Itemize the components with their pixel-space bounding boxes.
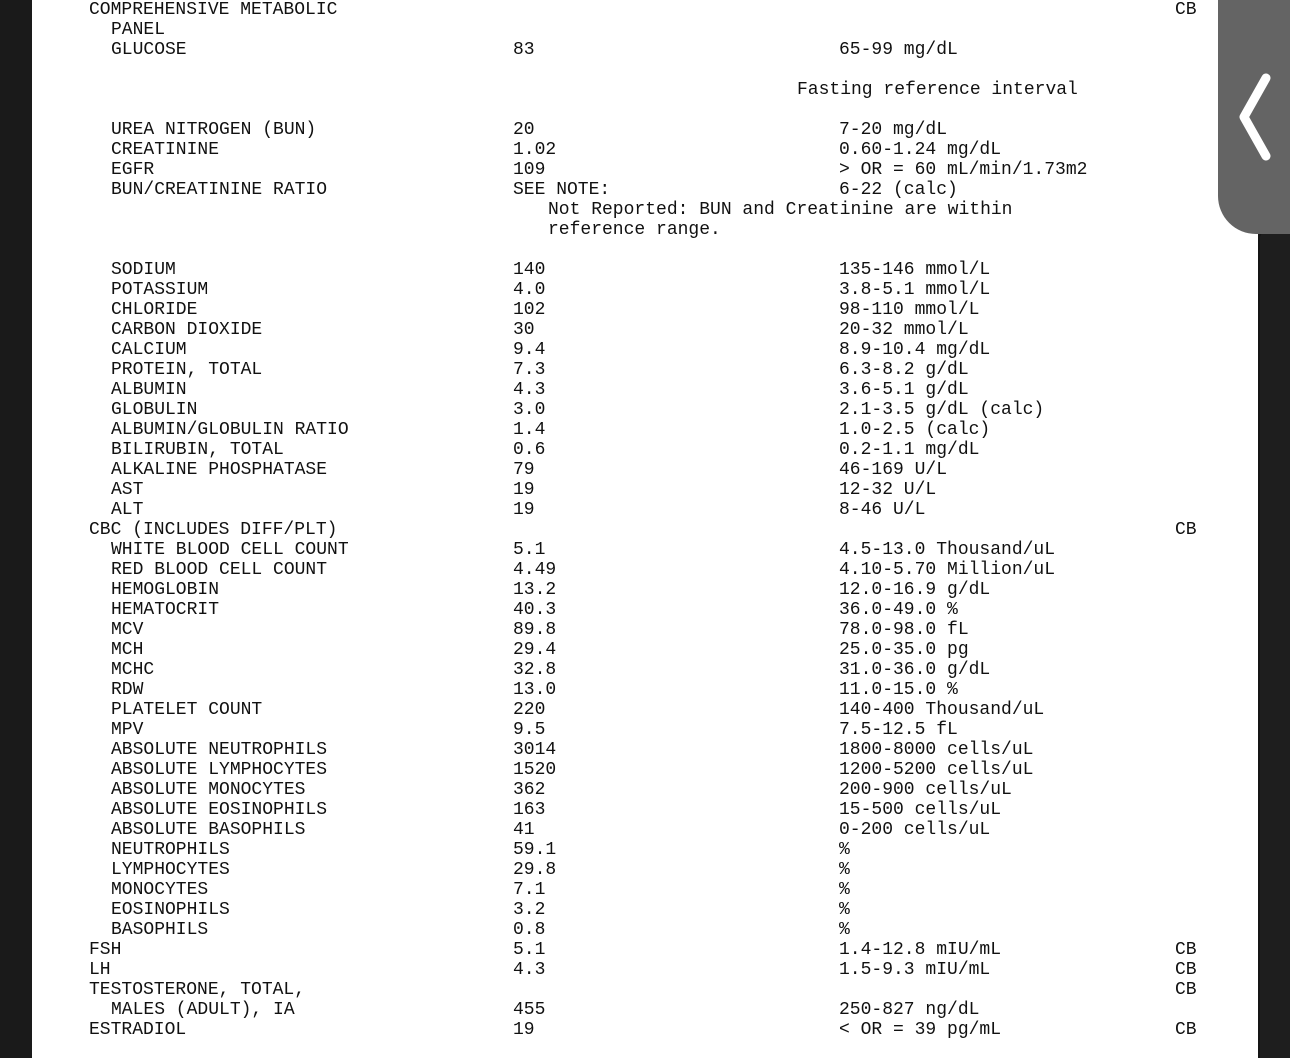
test-name: ABSOLUTE BASOPHILS (111, 820, 306, 840)
reference-range: 3.8-5.1 mmol/L (839, 280, 991, 300)
table-row (32, 940, 1258, 960)
test-result: 89.8 (513, 620, 557, 640)
reference-range: 65-99 mg/dL (839, 40, 958, 60)
table-row (32, 640, 1258, 660)
test-name: LYMPHOCYTES (111, 860, 230, 880)
test-result: 32.8 (513, 660, 557, 680)
test-name: ALKALINE PHOSPHATASE (111, 460, 328, 480)
table-row (32, 440, 1258, 460)
test-name: TESTOSTERONE, TOTAL, (89, 980, 306, 1000)
reference-range: 140-400 Thousand/uL (839, 700, 1045, 720)
report-note: Fasting reference interval (797, 80, 1078, 100)
test-result: 19 (513, 480, 535, 500)
test-name: ALBUMIN/GLOBULIN RATIO (111, 420, 349, 440)
reference-range: > OR = 60 mL/min/1.73m2 (839, 160, 1088, 180)
test-result: 4.49 (513, 560, 557, 580)
reference-range: 12.0-16.9 g/dL (839, 580, 991, 600)
test-result: 4.0 (513, 280, 546, 300)
test-name: PANEL (111, 20, 166, 40)
lab-code: CB (1175, 980, 1197, 1000)
test-name: BASOPHILS (111, 920, 209, 940)
table-row (32, 980, 1258, 1000)
test-result: 9.5 (513, 720, 546, 740)
note-row (32, 200, 1258, 220)
test-result: 109 (513, 160, 546, 180)
test-name: FSH (89, 940, 122, 960)
test-result: 29.4 (513, 640, 557, 660)
table-row (32, 880, 1258, 900)
table-row (32, 360, 1258, 380)
reference-range: 1200-5200 cells/uL (839, 760, 1034, 780)
table-row (32, 840, 1258, 860)
test-name: CBC (INCLUDES DIFF/PLT) (89, 520, 338, 540)
table-row (32, 160, 1258, 180)
report-note: reference range. (548, 220, 721, 240)
test-name: HEMATOCRIT (111, 600, 220, 620)
lab-code: CB (1175, 960, 1197, 980)
test-name: RDW (111, 680, 144, 700)
lab-code: CB (1175, 1020, 1197, 1040)
test-name: AST (111, 480, 144, 500)
test-name: ESTRADIOL (89, 1020, 187, 1040)
test-name: HEMOGLOBIN (111, 580, 220, 600)
test-result: 0.6 (513, 440, 546, 460)
lab-code: CB (1175, 0, 1197, 20)
reference-range: % (839, 880, 850, 900)
lab-report-page (32, 0, 1258, 1058)
test-result: 3.0 (513, 400, 546, 420)
table-row (32, 760, 1258, 780)
scrollbar-thumb[interactable] (1260, 232, 1290, 1058)
reference-range: 98-110 mmol/L (839, 300, 980, 320)
test-result: 7.1 (513, 880, 546, 900)
test-result: 30 (513, 320, 535, 340)
table-row (32, 340, 1258, 360)
reference-range: 46-169 U/L (839, 460, 948, 480)
test-result: 140 (513, 260, 546, 280)
reference-range: 12-32 U/L (839, 480, 937, 500)
test-result: 7.3 (513, 360, 546, 380)
test-name: MCV (111, 620, 144, 640)
test-name: CALCIUM (111, 340, 187, 360)
test-name: ABSOLUTE EOSINOPHILS (111, 800, 328, 820)
test-name: CREATININE (111, 140, 220, 160)
reference-range: 7-20 mg/dL (839, 120, 948, 140)
table-row (32, 920, 1258, 940)
reference-range: 7.5-12.5 fL (839, 720, 958, 740)
test-name: ALT (111, 500, 144, 520)
test-name: PLATELET COUNT (111, 700, 263, 720)
test-result: 3014 (513, 740, 557, 760)
table-row (32, 860, 1258, 880)
reference-range: < OR = 39 pg/mL (839, 1020, 1002, 1040)
lab-code: CB (1175, 520, 1197, 540)
test-name: BUN/CREATININE RATIO (111, 180, 328, 200)
back-button[interactable] (1218, 0, 1290, 234)
reference-range: 20-32 mmol/L (839, 320, 969, 340)
chevron-left-icon (1234, 72, 1274, 162)
test-result: 1.02 (513, 140, 557, 160)
reference-range: 4.5-13.0 Thousand/uL (839, 540, 1056, 560)
table-row (32, 500, 1258, 520)
test-name: BILIRUBIN, TOTAL (111, 440, 284, 460)
reference-range: 1800-8000 cells/uL (839, 740, 1034, 760)
reference-range: 11.0-15.0 % (839, 680, 958, 700)
test-name: EGFR (111, 160, 155, 180)
table-row (32, 260, 1258, 280)
table-row (32, 680, 1258, 700)
table-row (32, 460, 1258, 480)
reference-range: 0.2-1.1 mg/dL (839, 440, 980, 460)
reference-range: 8-46 U/L (839, 500, 926, 520)
reference-range: % (839, 840, 850, 860)
test-result: 163 (513, 800, 546, 820)
reference-range: 1.5-9.3 mIU/mL (839, 960, 991, 980)
test-name: ABSOLUTE LYMPHOCYTES (111, 760, 328, 780)
table-row (32, 520, 1258, 540)
test-result: 5.1 (513, 940, 546, 960)
test-name: GLUCOSE (111, 40, 187, 60)
test-name: EOSINOPHILS (111, 900, 230, 920)
reference-range: 15-500 cells/uL (839, 800, 1002, 820)
table-row (32, 40, 1258, 60)
table-row (32, 320, 1258, 340)
reference-range: 250-827 ng/dL (839, 1000, 980, 1020)
table-row (32, 660, 1258, 680)
reference-range: 1.4-12.8 mIU/mL (839, 940, 1002, 960)
table-row (32, 820, 1258, 840)
report-note: Not Reported: BUN and Creatinine are within (548, 200, 1013, 220)
table-row (32, 480, 1258, 500)
test-name: MALES (ADULT), IA (111, 1000, 295, 1020)
table-row (32, 620, 1258, 640)
table-row (32, 120, 1258, 140)
test-name: WHITE BLOOD CELL COUNT (111, 540, 349, 560)
test-name: COMPREHENSIVE METABOLIC (89, 0, 338, 20)
reference-range: 2.1-3.5 g/dL (calc) (839, 400, 1045, 420)
test-result: 5.1 (513, 540, 546, 560)
reference-range: % (839, 860, 850, 880)
table-row (32, 300, 1258, 320)
table-row (32, 560, 1258, 580)
test-name: NEUTROPHILS (111, 840, 230, 860)
test-name: MCH (111, 640, 144, 660)
reference-range: 200-900 cells/uL (839, 780, 1012, 800)
reference-range: 3.6-5.1 g/dL (839, 380, 969, 400)
test-result: 79 (513, 460, 535, 480)
table-row (32, 400, 1258, 420)
test-name: UREA NITROGEN (BUN) (111, 120, 317, 140)
test-result: 83 (513, 40, 535, 60)
reference-range: 0.60-1.24 mg/dL (839, 140, 1002, 160)
reference-range: % (839, 920, 850, 940)
reference-range: 135-146 mmol/L (839, 260, 991, 280)
test-result: 20 (513, 120, 535, 140)
test-result: 9.4 (513, 340, 546, 360)
test-result: 4.3 (513, 960, 546, 980)
table-row (32, 800, 1258, 820)
table-row (32, 900, 1258, 920)
reference-range: 1.0-2.5 (calc) (839, 420, 991, 440)
table-row (32, 1020, 1258, 1040)
reference-range: 25.0-35.0 pg (839, 640, 969, 660)
table-row (32, 180, 1258, 200)
table-row (32, 1000, 1258, 1020)
table-row (32, 740, 1258, 760)
test-result: 3.2 (513, 900, 546, 920)
test-result: 4.3 (513, 380, 546, 400)
table-row (32, 600, 1258, 620)
test-name: CARBON DIOXIDE (111, 320, 263, 340)
test-result: 362 (513, 780, 546, 800)
test-result: 13.0 (513, 680, 557, 700)
table-row (32, 960, 1258, 980)
test-name: RED BLOOD CELL COUNT (111, 560, 328, 580)
note-row (32, 80, 1258, 100)
test-result: 220 (513, 700, 546, 720)
table-row (32, 140, 1258, 160)
reference-range: 0-200 cells/uL (839, 820, 991, 840)
test-name: MPV (111, 720, 144, 740)
table-row (32, 420, 1258, 440)
test-name: ABSOLUTE NEUTROPHILS (111, 740, 328, 760)
test-result: 40.3 (513, 600, 557, 620)
test-name: GLOBULIN (111, 400, 198, 420)
test-result: 1520 (513, 760, 557, 780)
test-name: PROTEIN, TOTAL (111, 360, 263, 380)
table-row (32, 380, 1258, 400)
test-result: 102 (513, 300, 546, 320)
test-result: 41 (513, 820, 535, 840)
test-result: 455 (513, 1000, 546, 1020)
reference-range: % (839, 900, 850, 920)
test-result: 29.8 (513, 860, 557, 880)
test-result: 0.8 (513, 920, 546, 940)
test-result: 1.4 (513, 420, 546, 440)
table-row (32, 720, 1258, 740)
test-result: 19 (513, 500, 535, 520)
test-result: SEE NOTE: (513, 180, 611, 200)
test-name: LH (89, 960, 111, 980)
table-row (32, 280, 1258, 300)
reference-range: 6-22 (calc) (839, 180, 958, 200)
reference-range: 31.0-36.0 g/dL (839, 660, 991, 680)
test-result: 19 (513, 1020, 535, 1040)
table-row (32, 0, 1258, 20)
test-result: 13.2 (513, 580, 557, 600)
reference-range: 6.3-8.2 g/dL (839, 360, 969, 380)
test-result: 59.1 (513, 840, 557, 860)
lab-code: CB (1175, 940, 1197, 960)
test-name: ABSOLUTE MONOCYTES (111, 780, 306, 800)
note-row (32, 220, 1258, 240)
test-name: MCHC (111, 660, 155, 680)
table-row (32, 780, 1258, 800)
table-row (32, 700, 1258, 720)
test-name: CHLORIDE (111, 300, 198, 320)
table-row (32, 580, 1258, 600)
test-name: SODIUM (111, 260, 176, 280)
reference-range: 4.10-5.70 Million/uL (839, 560, 1056, 580)
test-name: MONOCYTES (111, 880, 209, 900)
test-name: POTASSIUM (111, 280, 209, 300)
table-row (32, 540, 1258, 560)
test-name: ALBUMIN (111, 380, 187, 400)
reference-range: 78.0-98.0 fL (839, 620, 969, 640)
table-row (32, 20, 1258, 40)
reference-range: 8.9-10.4 mg/dL (839, 340, 991, 360)
reference-range: 36.0-49.0 % (839, 600, 958, 620)
